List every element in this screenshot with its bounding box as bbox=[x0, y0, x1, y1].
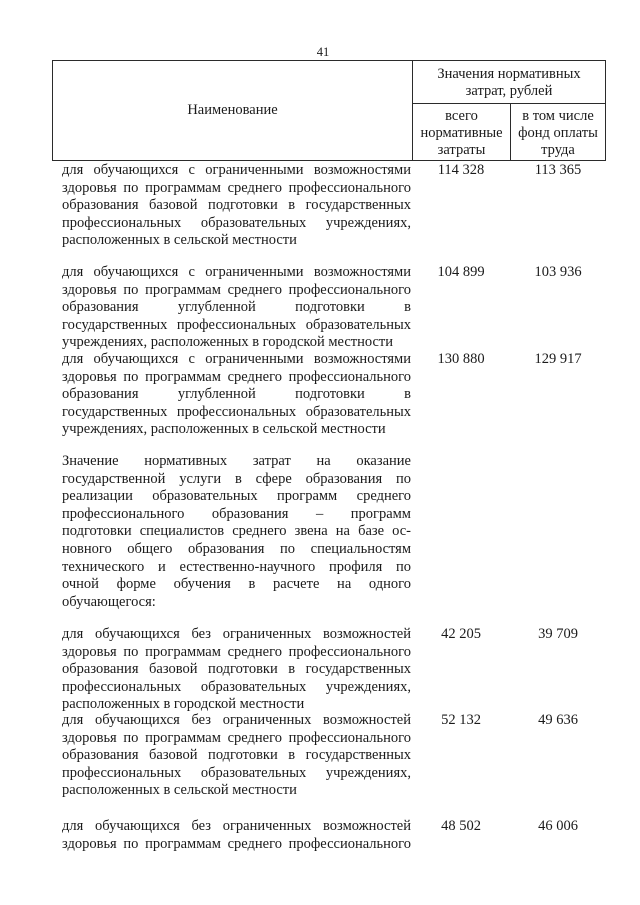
header-values-group-line: затрат, рублей bbox=[465, 83, 553, 99]
text-line: образования базовой подготовки в государственных bbox=[62, 197, 411, 214]
text-line: профессиональных образовательных учреждениях, bbox=[62, 764, 411, 781]
total-cost-value: 104 899 bbox=[437, 264, 485, 280]
row-name-cell bbox=[62, 626, 411, 714]
text-line: профессионального образования – программ bbox=[62, 505, 411, 522]
text-line: для обучающихся без ограниченных возможностей bbox=[62, 818, 411, 834]
text-line: государственных профессиональных образовательных bbox=[62, 403, 411, 420]
labor-fund-value: 103 936 bbox=[534, 264, 582, 280]
total-cost-value: 52 132 bbox=[441, 712, 481, 728]
text-line: новного общего образования по специальностям bbox=[62, 540, 411, 557]
total-cost-value: 48 502 bbox=[441, 818, 481, 834]
text-line: государственных профессиональных образовательных bbox=[62, 316, 411, 333]
text-line: образования углубленной подготовки в bbox=[62, 299, 411, 316]
text-line: профессиональных образовательных учреждениях, bbox=[62, 214, 411, 231]
row-name-cell bbox=[62, 264, 411, 352]
paragraph-text bbox=[62, 453, 411, 611]
text-line: государственной услуги в сфере образования по bbox=[62, 470, 411, 487]
text-line: учреждениях, расположенных в сельской местности bbox=[62, 421, 386, 438]
text-line: учреждениях, расположенных в городской местности bbox=[62, 334, 394, 351]
text-line: расположенных в сельской местности bbox=[62, 782, 297, 799]
text-line: технического и естественно-научного профиля по bbox=[62, 558, 411, 575]
header-labor-fund-line: труда bbox=[541, 142, 575, 158]
labor-fund-value: 39 709 bbox=[538, 626, 578, 642]
row-name-cell bbox=[62, 162, 411, 250]
total-cost-value: 42 205 bbox=[441, 626, 481, 642]
text-line: для обучающихся без ограниченных возможностей bbox=[62, 626, 411, 642]
text-line: здоровья по программам среднего профессионального bbox=[62, 368, 411, 385]
text-line: образования базовой подготовки в государственных bbox=[62, 747, 411, 764]
labor-fund-value: 113 365 bbox=[534, 162, 582, 178]
text-line: для обучающихся с ограниченными возможностями bbox=[62, 162, 411, 178]
row-name-cell bbox=[62, 712, 411, 800]
text-line: для обучающихся без ограниченных возможностей bbox=[62, 712, 411, 728]
header-total-cost-line: затраты bbox=[437, 142, 486, 158]
total-cost-value: 130 880 bbox=[437, 351, 485, 367]
text-line: профессиональных образовательных учреждениях, bbox=[62, 678, 411, 695]
text-line: реализации образовательных программ среднего bbox=[62, 488, 411, 505]
text-line: здоровья по программам среднего профессионального bbox=[62, 179, 411, 196]
row-name-cell bbox=[62, 351, 411, 439]
header-total-cost-line: всего bbox=[445, 108, 478, 124]
text-line: здоровья по программам среднего профессионального bbox=[62, 835, 411, 852]
header-values-group-line: Значения нормативных bbox=[437, 66, 581, 82]
text-line: для обучающихся с ограниченными возможностями bbox=[62, 264, 411, 280]
text-line: для обучающихся с ограниченными возможностями bbox=[62, 351, 411, 367]
text-line: обучающегося: bbox=[62, 593, 156, 610]
text-line: расположенных в городской местности bbox=[62, 696, 305, 713]
text-line: Значение нормативных затрат на оказание bbox=[62, 453, 411, 469]
text-line: подготовки специалистов среднего звена на базе ос- bbox=[62, 523, 411, 540]
text-line: очной форме обучения в расчете на одного bbox=[62, 576, 411, 593]
header-total-cost-line: нормативные bbox=[420, 125, 503, 141]
page-number: 41 bbox=[316, 45, 330, 59]
text-line: здоровья по программам среднего профессионального bbox=[62, 281, 411, 298]
text-line: расположенных в сельской местности bbox=[62, 232, 297, 249]
labor-fund-value: 49 636 bbox=[538, 712, 578, 728]
text-line: образования базовой подготовки в государственных bbox=[62, 661, 411, 678]
row-name-cell bbox=[62, 818, 411, 853]
labor-fund-value: 46 006 bbox=[538, 818, 578, 834]
total-cost-value: 114 328 bbox=[437, 162, 485, 178]
text-line: образования углубленной подготовки в bbox=[62, 386, 411, 403]
text-line: здоровья по программам среднего профессионального bbox=[62, 643, 411, 660]
labor-fund-value: 129 917 bbox=[534, 351, 582, 367]
text-line: здоровья по программам среднего профессионального bbox=[62, 729, 411, 746]
header-name-label: Наименование bbox=[187, 102, 278, 118]
header-labor-fund-line: в том числе bbox=[522, 108, 594, 124]
header-labor-fund-line: фонд оплаты bbox=[518, 125, 598, 141]
